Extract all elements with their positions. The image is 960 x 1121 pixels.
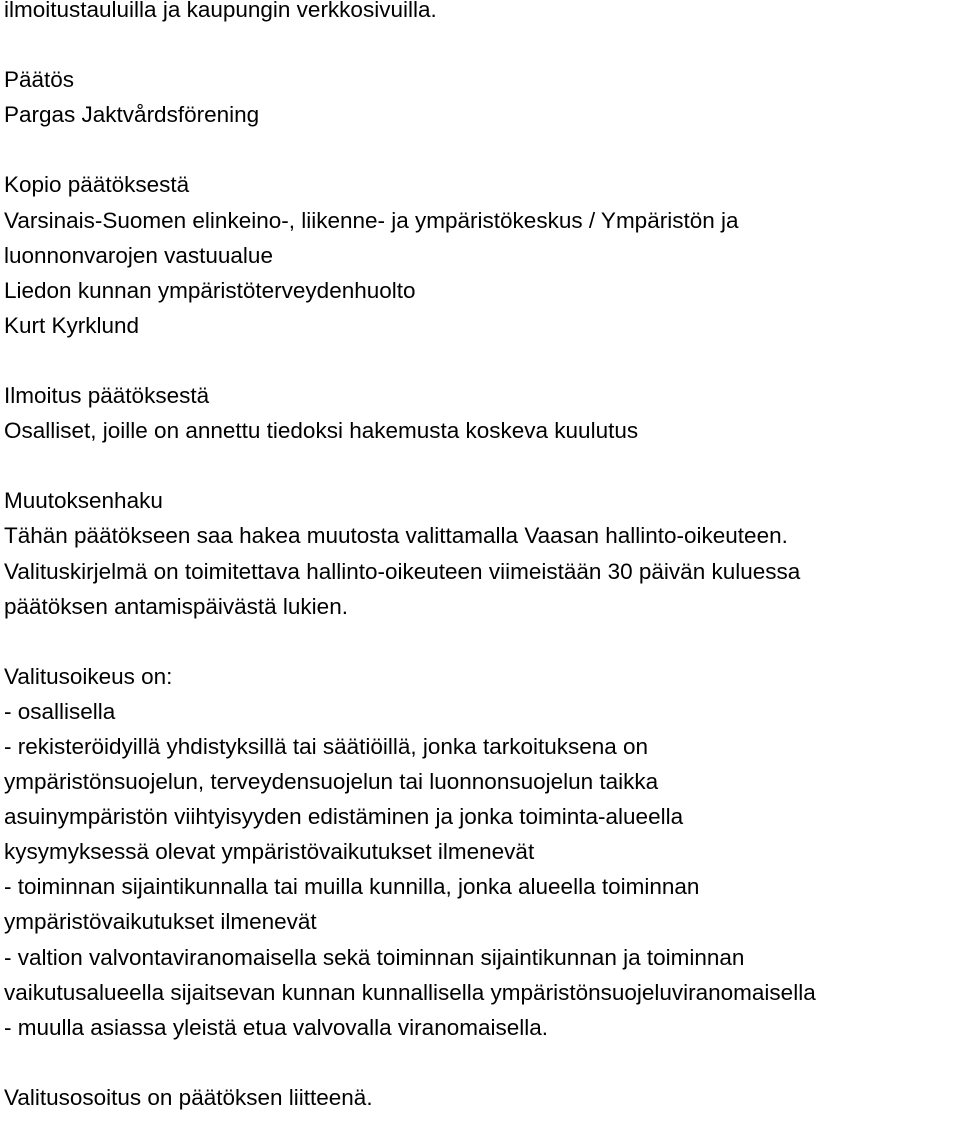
- right-of-appeal-line: ympäristövaikutukset ilmenevät: [4, 909, 317, 935]
- decision-heading: Päätös: [4, 67, 75, 93]
- decision-recipient: Pargas Jaktvårdsförening: [4, 102, 260, 128]
- right-of-appeal-line: - muulla asiassa yleistä etua valvovalla viranomaisella.: [4, 1014, 548, 1040]
- copy-heading: Kopio päätöksestä: [4, 172, 190, 198]
- copy-line: Varsinais-Suomen elinkeino-, liikenne- ja ympäristökeskus / Ympäristön ja: [4, 207, 739, 233]
- appeal-line: Tähän päätökseen saa hakea muutosta valittamalla Vaasan hallinto-oikeuteen.: [4, 523, 788, 549]
- notice-heading: Ilmoitus päätöksestä: [4, 383, 210, 409]
- right-of-appeal-line: - osallisella: [4, 698, 116, 724]
- spacer: [4, 624, 960, 659]
- right-of-appeal-line: kysymyksessä olevat ympäristövaikutukset ilmenevät: [4, 839, 535, 865]
- right-of-appeal-line: - valtion valvontaviranomaisella sekä toiminnan sijaintikunnan ja toiminnan: [4, 944, 745, 970]
- document-page: [4, 0, 960, 1115]
- spacer: [4, 448, 960, 483]
- spacer: [4, 1045, 960, 1080]
- copy-line: Kurt Kyrklund: [4, 312, 140, 338]
- right-of-appeal-line: - rekisteröidyillä yhdistyksillä tai säätiöillä, jonka tarkoituksena on: [4, 733, 649, 759]
- right-of-appeal-heading: Valitusoikeus on:: [4, 663, 173, 689]
- copy-line: Liedon kunnan ympäristöterveydenhuolto: [4, 277, 416, 303]
- notice-text: Osalliset, joille on annettu tiedoksi hakemusta koskeva kuulutus: [4, 418, 639, 444]
- spacer: [4, 132, 960, 167]
- spacer: [4, 27, 960, 62]
- copy-line: luonnonvarojen vastuualue: [4, 242, 273, 268]
- appeal-line: Valituskirjelmä on toimitettava hallinto-oikeuteen viimeistään 30 päivän kuluessa: [4, 558, 801, 584]
- right-of-appeal-line: asuinympäristön viihtyisyyden edistäminen ja jonka toiminta-alueella: [4, 804, 684, 830]
- closing-line: Valitusosoitus on päätöksen liitteenä.: [4, 1084, 373, 1110]
- appeal-line: päätöksen antamispäivästä lukien.: [4, 593, 348, 619]
- intro-line: ilmoitustauluilla ja kaupungin verkkosivuilla.: [4, 0, 437, 22]
- right-of-appeal-line: vaikutusalueella sijaitsevan kunnan kunnallisella ympäristönsuojeluviranomaisella: [4, 979, 816, 1005]
- appeal-heading: Muutoksenhaku: [4, 488, 163, 514]
- right-of-appeal-line: - toiminnan sijaintikunnalla tai muilla kunnilla, jonka alueella toiminnan: [4, 874, 700, 900]
- spacer: [4, 343, 960, 378]
- right-of-appeal-line: ympäristönsuojelun, terveydensuojelun tai luonnonsuojelun taikka: [4, 769, 659, 795]
